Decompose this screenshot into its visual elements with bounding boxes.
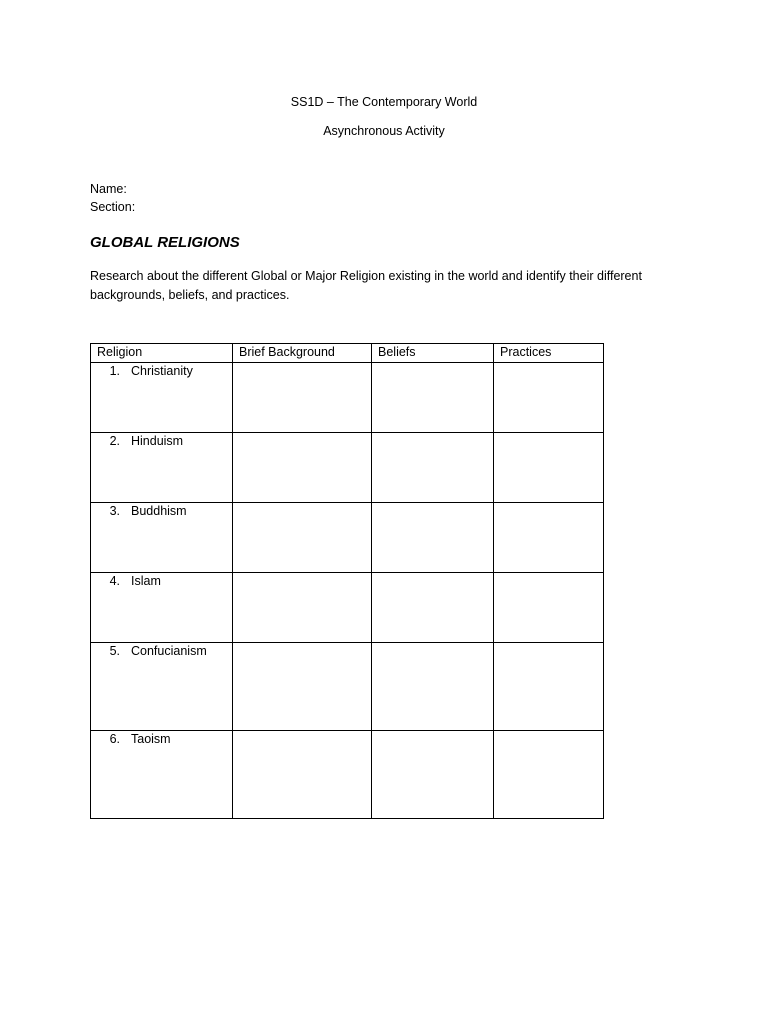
religion-name: Buddhism	[131, 504, 187, 518]
row-number: 1.	[109, 364, 120, 378]
religion-name: Christianity	[131, 364, 193, 378]
row-number: 3.	[109, 504, 120, 518]
background-cell[interactable]	[233, 433, 372, 503]
row-number: 5.	[109, 644, 120, 658]
background-cell[interactable]	[233, 731, 372, 819]
practices-cell[interactable]	[494, 433, 604, 503]
column-header-brief-background: Brief Background	[233, 344, 372, 363]
table-row	[91, 573, 604, 643]
name-label: Name:	[90, 182, 127, 196]
religion-cell	[91, 363, 233, 433]
religion-name: Confucianism	[131, 644, 207, 658]
column-header-religion: Religion	[91, 344, 233, 363]
activity-title: Asynchronous Activity	[323, 124, 445, 138]
table-header-row	[91, 344, 604, 363]
column-header-beliefs: Beliefs	[372, 344, 494, 363]
background-cell[interactable]	[233, 363, 372, 433]
column-header-practices: Practices	[494, 344, 604, 363]
page-heading: GLOBAL RELIGIONS	[90, 234, 240, 251]
table-row	[91, 363, 604, 433]
table-row	[91, 503, 604, 573]
religion-name: Hinduism	[131, 434, 184, 448]
practices-cell[interactable]	[494, 573, 604, 643]
religion-name: Islam	[131, 574, 161, 588]
row-number: 2.	[109, 434, 120, 448]
beliefs-cell[interactable]	[372, 731, 494, 819]
background-cell[interactable]	[233, 573, 372, 643]
beliefs-cell[interactable]	[372, 573, 494, 643]
instructions-text: Research about the different Global or Major Religion existing in the world and identify their different backgrounds, beliefs, and practices.	[90, 269, 642, 302]
beliefs-cell[interactable]	[372, 503, 494, 573]
table-row	[91, 643, 604, 731]
religion-cell	[91, 731, 233, 819]
practices-cell[interactable]	[494, 643, 604, 731]
beliefs-cell[interactable]	[372, 433, 494, 503]
row-number: 6.	[109, 732, 120, 746]
beliefs-cell[interactable]	[372, 363, 494, 433]
background-cell[interactable]	[233, 643, 372, 731]
religions-table	[90, 343, 604, 819]
religion-cell	[91, 503, 233, 573]
practices-cell[interactable]	[494, 363, 604, 433]
course-title: SS1D – The Contemporary World	[290, 95, 478, 109]
beliefs-cell[interactable]	[372, 643, 494, 731]
religion-cell	[91, 643, 233, 731]
religion-cell	[91, 573, 233, 643]
religion-name: Taoism	[131, 732, 171, 746]
table-row	[91, 433, 604, 503]
religion-cell	[91, 433, 233, 503]
practices-cell[interactable]	[494, 731, 604, 819]
section-label: Section:	[90, 200, 136, 214]
row-number: 4.	[109, 574, 120, 588]
background-cell[interactable]	[233, 503, 372, 573]
practices-cell[interactable]	[494, 503, 604, 573]
table-row	[91, 731, 604, 819]
